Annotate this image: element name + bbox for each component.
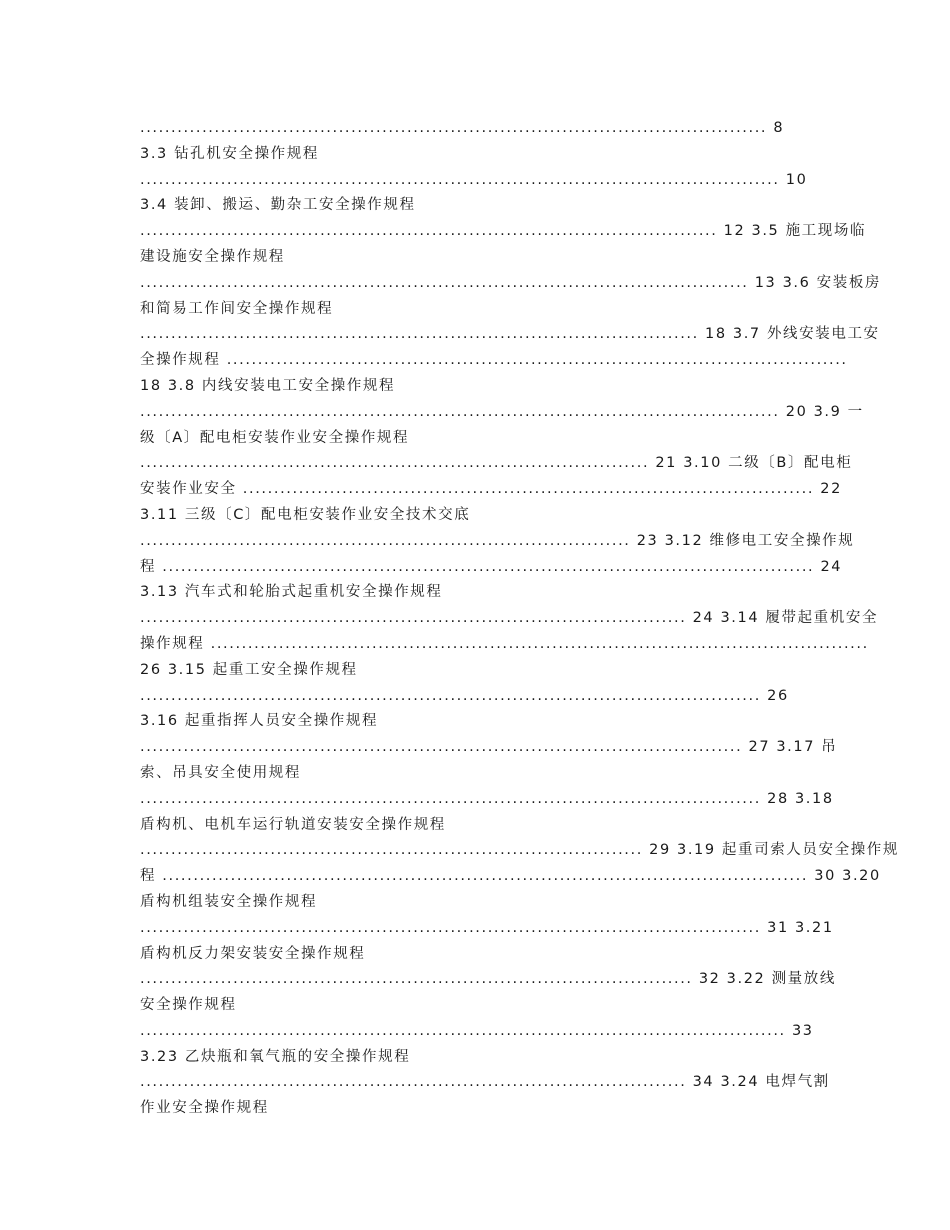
toc-line: ......................................................................................... 32 3.22 测量放线	[140, 971, 836, 988]
toc-line: ........................................................................................ 24 3.14 履带起重机安全	[140, 610, 879, 627]
toc-line: .................................................................................................... 28 3.18	[140, 790, 834, 807]
toc-line: 全操作规程 ....................................................................................................	[140, 352, 848, 369]
toc-line: 3.16 起重指挥人员安全操作规程	[140, 713, 379, 730]
toc-line: 程 ......................................................................................................... 24	[140, 558, 843, 575]
toc-line: 26 3.15 起重工安全操作规程	[140, 661, 358, 678]
toc-line: ....................................................................................................... 20 3.9 一	[140, 403, 864, 420]
toc-line: ....................................................................................................... 10	[140, 171, 808, 188]
toc-line: 操作规程 ..........................................................................................................	[140, 635, 869, 652]
toc-line: 3.13 汽车式和轮胎式起重机安全操作规程	[140, 584, 443, 601]
table-of-contents	[140, 116, 900, 1122]
toc-line: ........................................................................................ 34 3.24 电焊气割	[140, 1074, 830, 1091]
toc-line: 索、吊具安全使用规程	[140, 764, 301, 781]
toc-line: 3.23 乙炔瓶和氧气瓶的安全操作规程	[140, 1048, 411, 1065]
toc-line: 安全操作规程	[140, 997, 237, 1014]
toc-line: ............................................................................... 23 3.12 维修电工安全操作规	[140, 532, 855, 549]
toc-line: 3.11 三级〔C〕配电柜安装作业安全技术交底	[140, 506, 471, 523]
toc-line: .................................................................................. 21 3.10 二级〔B〕配电柜	[140, 455, 853, 472]
toc-line: .......................................................................................... 18 3.7 外线安装电工安	[140, 326, 880, 343]
toc-line: ................................................................................................. 27 3.17 吊	[140, 739, 838, 756]
toc-line: 级〔A〕配电柜安装作业安全操作规程	[140, 429, 410, 446]
toc-line: 作业安全操作规程	[140, 1100, 269, 1117]
toc-line: .................................................................................................... 26	[140, 687, 789, 704]
toc-line: 3.4 装卸、搬运、勤杂工安全操作规程	[140, 197, 416, 214]
toc-line: 盾构机组装安全操作规程	[140, 893, 318, 910]
toc-line: ..................................................................................................... 8	[140, 120, 785, 136]
toc-line: 盾构机、电机车运行轨道安装安全操作规程	[140, 816, 446, 833]
toc-line: 18 3.8 内线安装电工安全操作规程	[140, 377, 396, 394]
toc-line: ............................................................................................. 12 3.5 施工现场临	[140, 223, 867, 240]
toc-line: 建设施安全操作规程	[140, 248, 285, 265]
toc-line: .................................................................................................. 13 3.6 安装板房	[140, 274, 882, 291]
toc-line: 程 ........................................................................................................ 30 3.20	[140, 868, 881, 885]
toc-line: .................................................................................................... 31 3.21	[140, 919, 834, 936]
toc-line: 安装作业安全 ............................................................................................ 22	[140, 481, 842, 498]
toc-line: 3.3 钻孔机安全操作规程	[140, 145, 319, 162]
toc-line: ................................................................................. 29 3.19 起重司索人员安全操作规	[140, 842, 900, 859]
toc-line: ........................................................................................................ 33	[140, 1022, 814, 1039]
toc-line: 盾构机反力架安装安全操作规程	[140, 945, 366, 962]
toc-line: 和简易工作间安全操作规程	[140, 300, 334, 317]
